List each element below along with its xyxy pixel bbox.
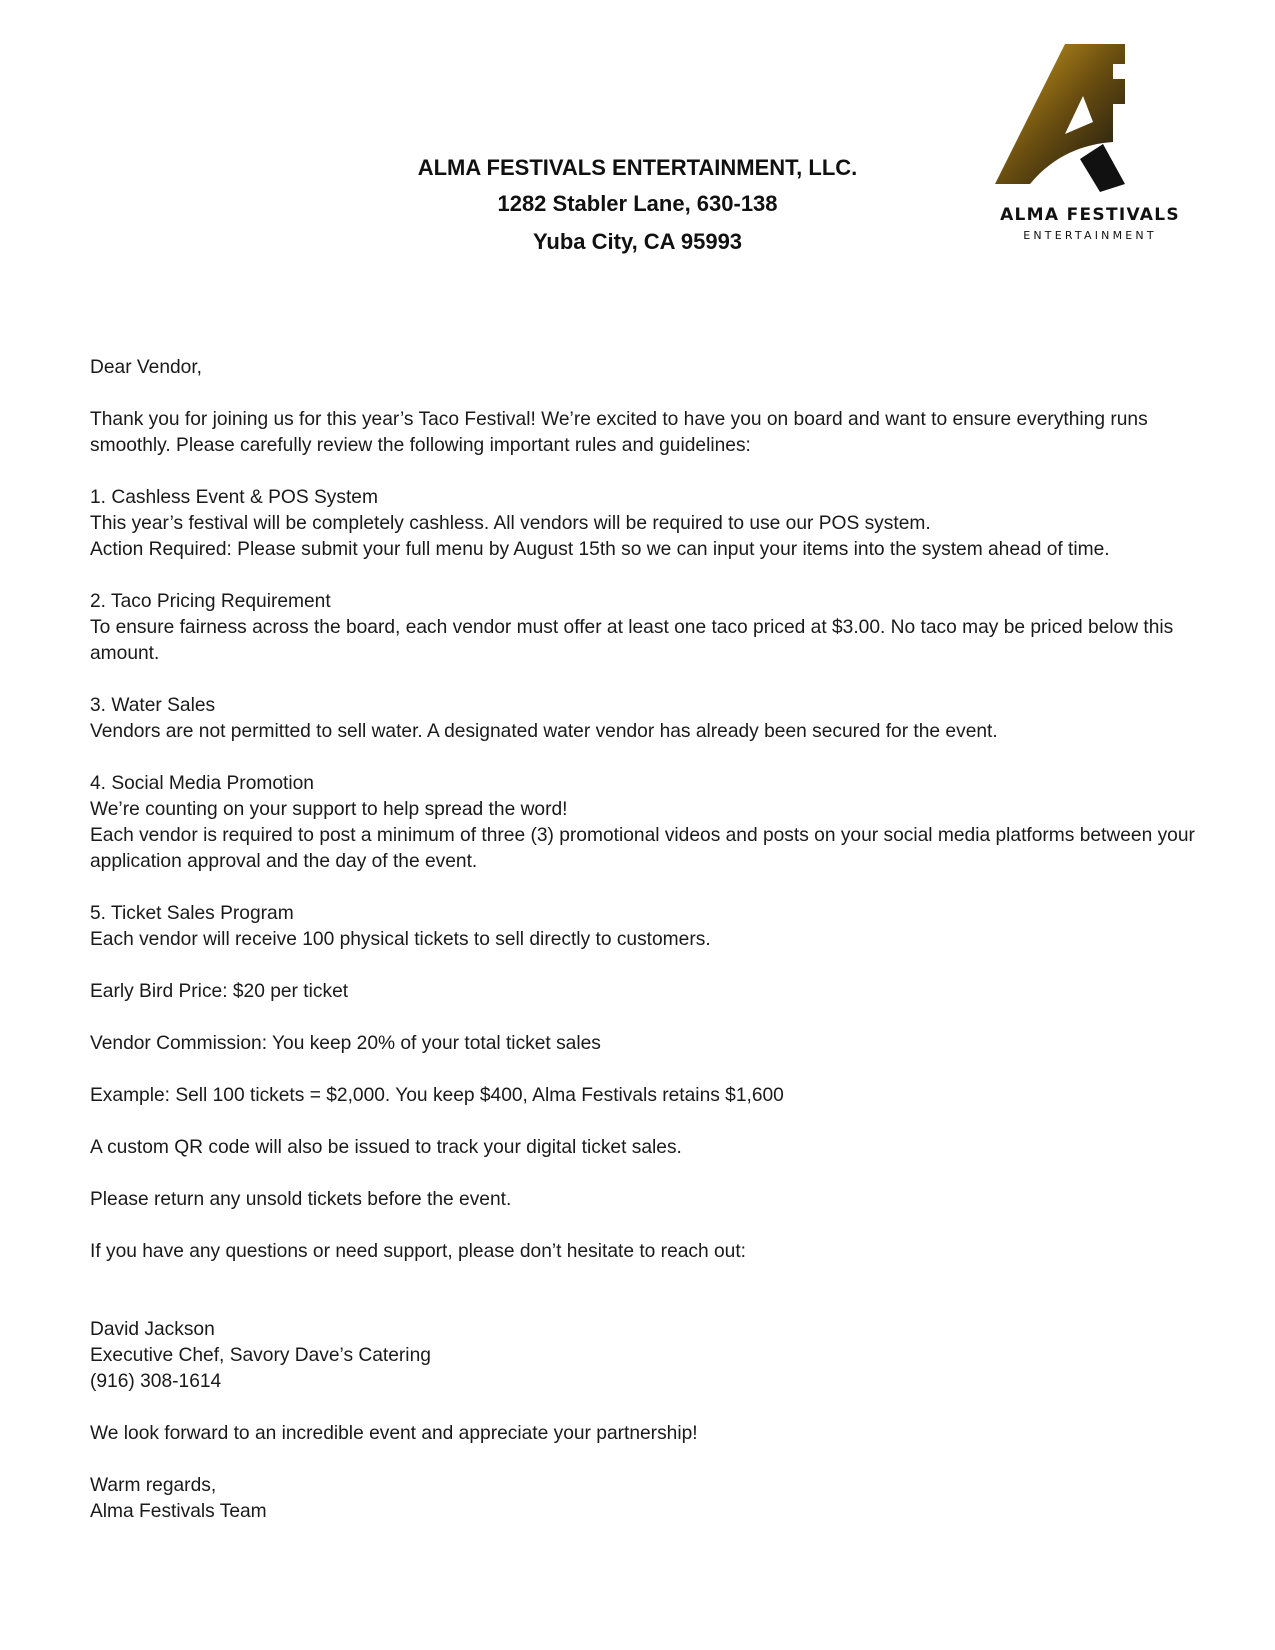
contact-phone: (916) 308-1614 bbox=[90, 1371, 222, 1392]
company-logo bbox=[995, 44, 1185, 244]
intro-paragraph: Thank you for joining us for this year’s Taco Festival! We’re excited to have you on board and want to ensure everything runs smoothly. Please carefully review the following important rules and guidelines: bbox=[90, 409, 1148, 456]
section-text: This year’s festival will be completely cashless. All vendors will be required to use our POS system. bbox=[90, 513, 931, 534]
signature: Alma Festivals Team bbox=[90, 1501, 267, 1522]
section-text: To ensure fairness across the board, each vendor must offer at least one taco priced at $3.00. No taco may be priced below this amount. bbox=[90, 617, 1174, 664]
af-monogram-icon bbox=[995, 44, 1185, 204]
street-address: 1282 Stabler Lane, 630-138 bbox=[497, 191, 778, 216]
vendor-commission: Vendor Commission: You keep 20% of your total ticket sales bbox=[90, 1033, 601, 1054]
contact-title: Executive Chef, Savory Dave’s Catering bbox=[90, 1345, 431, 1366]
questions-note: If you have any questions or need support, please don’t hesitate to reach out: bbox=[90, 1241, 747, 1262]
logo-name: ALMA FESTIVALS bbox=[1000, 205, 1180, 225]
section-text: Vendors are not permitted to sell water. A designated water vendor has already been secured for the event. bbox=[90, 721, 998, 742]
salutation: Dear Vendor, bbox=[90, 357, 203, 378]
section-heading: 3. Water Sales bbox=[90, 695, 216, 716]
section-heading: 4. Social Media Promotion bbox=[90, 773, 314, 794]
section-text: Each vendor will receive 100 physical tickets to sell directly to customers. bbox=[90, 929, 711, 950]
qr-code-note: A custom QR code will also be issued to track your digital ticket sales. bbox=[90, 1137, 682, 1158]
section-text: We’re counting on your support to help spread the word! bbox=[90, 799, 568, 820]
closing-line: We look forward to an incredible event and appreciate your partnership! bbox=[90, 1423, 698, 1444]
letter-body bbox=[90, 355, 1200, 1525]
contact-name: David Jackson bbox=[90, 1319, 215, 1340]
signoff: Warm regards, bbox=[90, 1475, 217, 1496]
section-heading: 5. Ticket Sales Program bbox=[90, 903, 294, 924]
section-text: Each vendor is required to post a minimum of three (3) promotional videos and posts on your social media platforms between your application approval and the day of the event. bbox=[90, 825, 1195, 872]
logo-subtitle: ENTERTAINMENT bbox=[1023, 229, 1157, 242]
city-address: Yuba City, CA 95993 bbox=[532, 229, 743, 254]
early-bird-price: Early Bird Price: $20 per ticket bbox=[90, 981, 349, 1002]
section-heading: 1. Cashless Event & POS System bbox=[90, 487, 378, 508]
return-tickets-note: Please return any unsold tickets before the event. bbox=[90, 1189, 512, 1210]
company-name: ALMA FESTIVALS ENTERTAINMENT, LLC. bbox=[417, 155, 858, 180]
sales-example: Example: Sell 100 tickets = $2,000. You keep $400, Alma Festivals retains $1,600 bbox=[90, 1085, 784, 1106]
section-heading: 2. Taco Pricing Requirement bbox=[90, 591, 331, 612]
section-text: Action Required: Please submit your full menu by August 15th so we can input your items into the system ahead of time. bbox=[90, 539, 1110, 560]
